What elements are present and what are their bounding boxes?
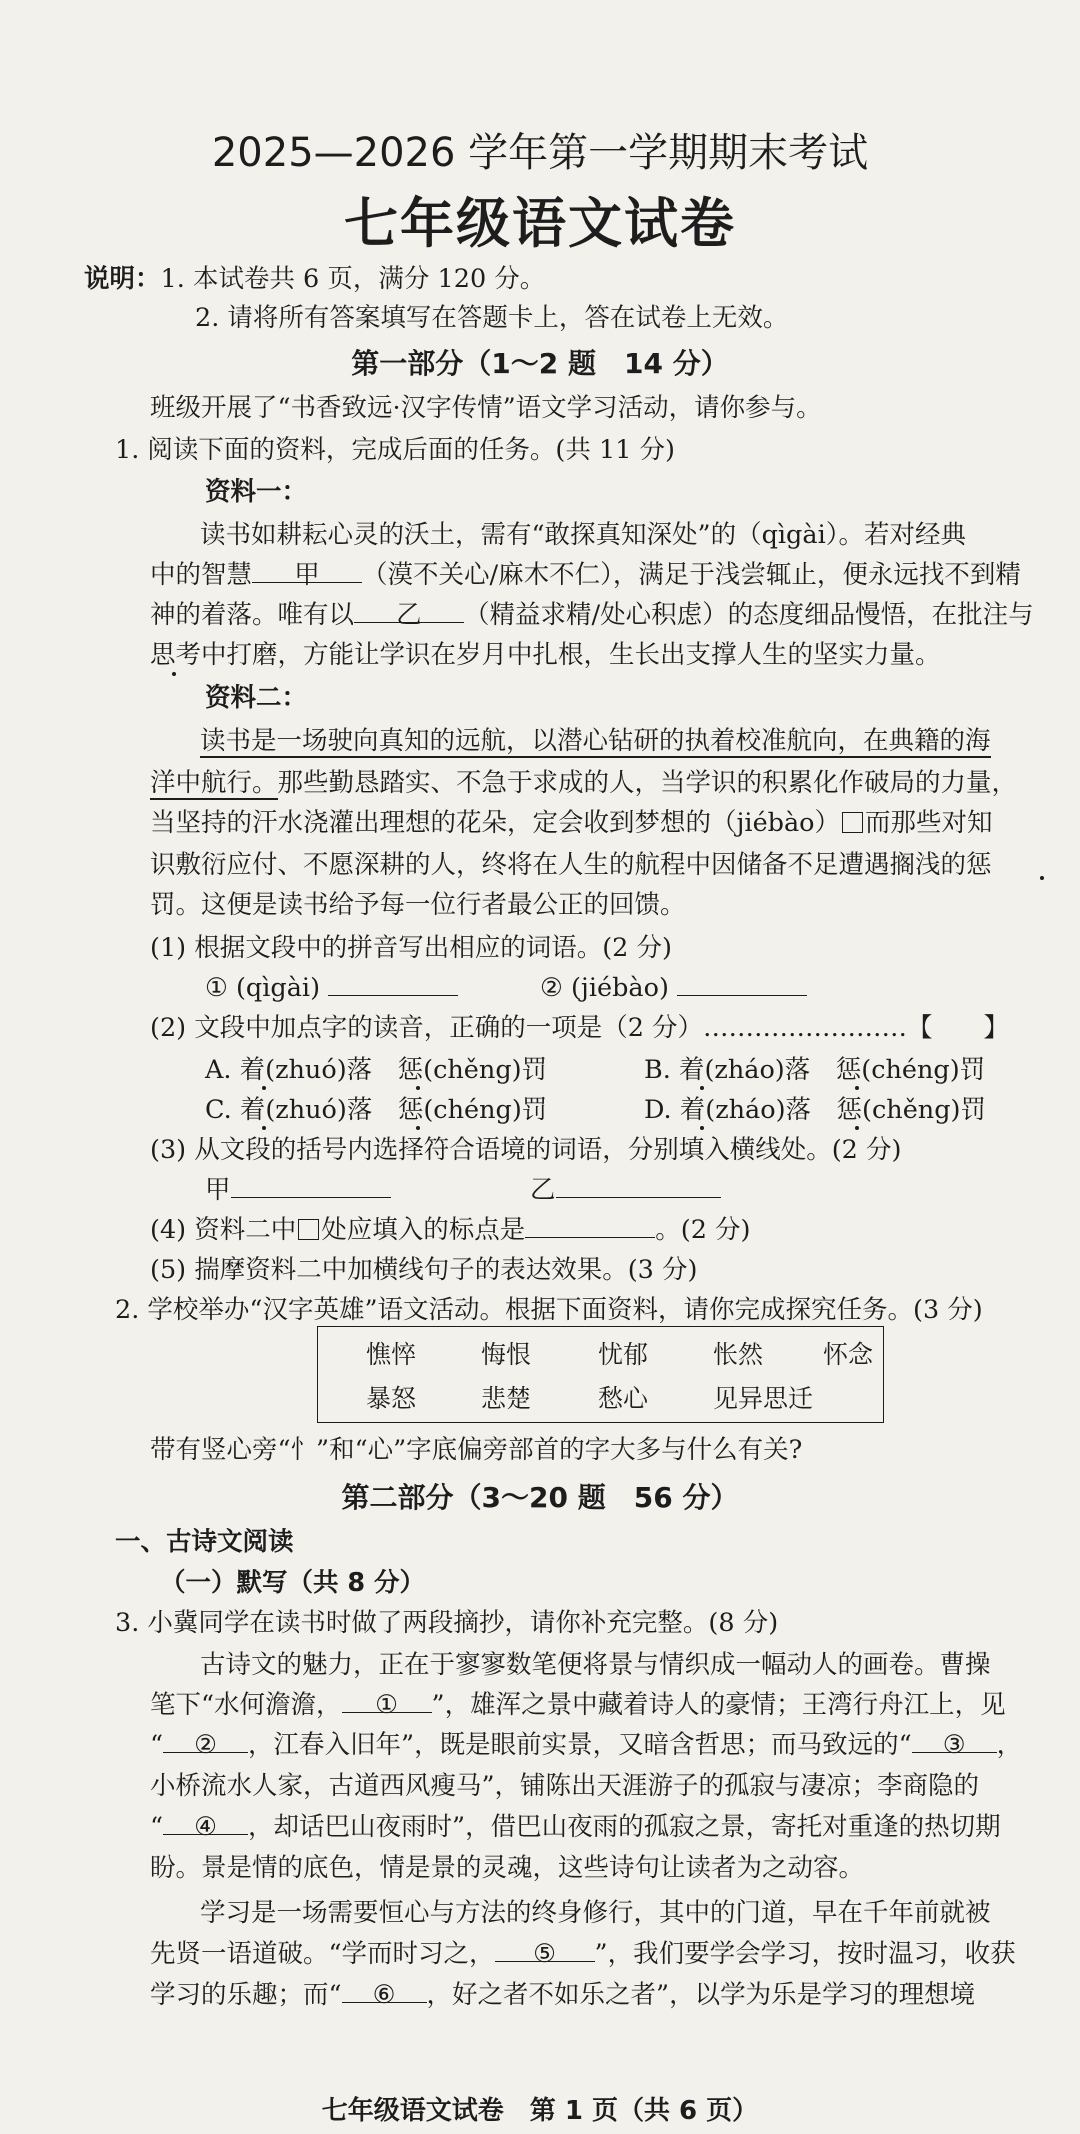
material1-line4: 思考中打磨，方能让学识在岁月中扎根，生长出支撑人生的坚实力量。 [150,640,941,670]
part1-heading: 第一部分（1～2 题 14 分） [351,347,729,380]
word: 愁心 [598,1384,649,1413]
word: 悲楚 [481,1384,532,1413]
material1-line2: 中的智慧 甲 （漠不关心/麻木不仁），满足于浅尝辄止，便永远找不到精 [150,560,1021,590]
material1-line1: 读书如耕耘心灵的沃土，需有“敢探真知深处”的（qìgài）。若对经典 [200,520,966,550]
word: 忧郁 [598,1340,649,1369]
section-heading: 一、古诗文阅读 [115,1527,294,1557]
option-a: A. 着(zhuó)落 惩(chěng)罚 [205,1055,548,1085]
task4: (4) 资料二中 处应填入的标点是 。(2 分) [150,1215,751,1245]
material2-line5: 罚。这便是读书给予每一位行者最公正的回馈。 [150,890,686,920]
material1-label: 资料一： [205,477,308,507]
passage2-line2: 先贤一语道破。“学而时习之， ⑤ ”，我们要学会学习，按时温习，收获 [150,1939,1016,1969]
word: 见异思迁 [713,1384,814,1413]
emphasis-dot [1040,876,1044,880]
paper-title: 七年级语文试卷 [344,192,736,255]
material2-label: 资料二： [205,683,308,713]
word: 憔悴 [366,1340,417,1369]
answer-blank [556,1175,721,1198]
passage1-line1: 古诗文的魅力，正在于寥寥数笔便将景与情织成一幅动人的画卷。曹操 [200,1650,991,1680]
notes-text1: 1. 本试卷共 6 页，满分 120 分。 [160,264,546,294]
task5: (5) 揣摩资料二中加横线句子的表达效果。(3 分) [150,1255,698,1285]
emphasis-dot [416,1126,420,1130]
fill-blank-6: ⑥ [342,1980,427,2003]
exam-title: 2025—2026 学年第一学期期末考试 [211,130,869,176]
answer-blank [525,1215,655,1238]
punctuation-box [842,812,863,833]
task1-b: ② (jiébào) [540,973,807,1005]
material2-line4: 识敷衍应付、不愿深耕的人，终将在人生的航程中因储备不足遭遇搁浅的惩 [150,850,992,880]
passage1-line5: “ ④ ，却话巴山夜雨时”，借巴山夜雨的孤寂之景，寄托对重逢的热切期 [150,1812,1001,1842]
option-b: B. 着(zháo)落 惩(chéng)罚 [644,1055,986,1085]
emphasis-dot [416,1086,420,1090]
passage1-line4: 小桥流水人家，古道西风瘦马”，铺陈出天涯游子的孤寂与凄凉；李商隐的 [150,1771,980,1801]
q1-stem: 1. 阅读下面的资料，完成后面的任务。(共 11 分) [115,435,675,465]
option-d: D. 着(zháo)落 惩(chěng)罚 [644,1095,986,1125]
fill-blank-5: ⑤ [495,1939,595,1962]
fill-blank-2: ② [163,1730,248,1753]
blank-a: 甲 [252,560,362,583]
part1-intro: 班级开展了“书香致远·汉字传情”语文学习活动，请你参与。 [150,393,822,423]
task3-a: 甲 [205,1175,391,1207]
task1: (1) 根据文段中的拼音写出相应的词语。(2 分) [150,933,672,963]
passage2-line1: 学习是一场需要恒心与方法的终身修行，其中的门道，早在千年前就被 [200,1898,991,1928]
passage1-line6: 盼。景是情的底色，情是景的灵魂，这些诗句让读者为之动容。 [150,1853,865,1883]
page-footer: 七年级语文试卷 第 1 页（共 6 页） [321,2096,759,2126]
emphasis-dot [172,672,176,676]
fill-blank-3: ③ [912,1730,997,1753]
word: 暴怒 [366,1384,417,1413]
q2-stem: 2. 学校举办“汉字英雄”语文活动。根据下面资料，请你完成探究任务。(3 分) [115,1295,983,1325]
material2-line1: 读书是一场驶向真知的远航，以潜心钻研的执着校准航向，在典籍的海 [200,726,991,756]
notes-label: 说明： [84,264,161,294]
word-box [317,1326,884,1423]
emphasis-dot [855,1126,859,1130]
notes-line2: 2. 请将所有答案填写在答题卡上，答在试卷上无效。 [195,303,789,333]
answer-blank [677,973,807,996]
material2-line2: 洋中航行。那些勤恳踏实、不急于求成的人，当学识的积累化作破局的力量， [150,768,1018,798]
task3-b: 乙 [530,1175,721,1207]
task1-a: ① (qìgài) [205,973,458,1005]
punctuation-box [298,1219,319,1240]
word: 怅然 [713,1340,764,1369]
blank-b: 乙 [354,600,464,623]
task3: (3) 从文段的括号内选择符合语境的词语，分别填入横线处。(2 分) [150,1135,902,1165]
task2: (2) 文段中加点字的读音，正确的一项是（2 分）……………………【 】 [150,1013,1010,1043]
material2-line3: 当坚持的汗水浇灌出理想的花朵，定会收到梦想的（jiébào） 而那些对知 [150,808,993,838]
answer-blank [328,973,458,996]
material1-line3: 神的着落。唯有以 乙 （精益求精/处心积虑）的态度细品慢悟，在批注与 [150,600,1034,630]
q3-stem: 3. 小冀同学在读书时做了两段摘抄，请你补充完整。(8 分) [115,1608,779,1638]
emphasis-dot [700,1086,704,1090]
emphasis-dot [700,1126,704,1130]
notes-line1 [84,264,545,296]
emphasis-dot [262,1086,266,1090]
option-c: C. 着(zhuó)落 惩(chéng)罚 [205,1095,548,1125]
part2-heading: 第二部分（3～20 题 56 分） [341,1481,739,1514]
fill-blank-4: ④ [163,1812,248,1835]
fill-blank-1: ① [342,1690,432,1713]
emphasis-dot [262,1126,266,1130]
passage1-line3: “ ② ，江春入旧年”，既是眼前实景，又暗含哲思；而马致远的“ ③ ， [150,1730,1023,1760]
emphasis-dot [855,1086,859,1090]
word: 怀念 [823,1340,874,1369]
passage1-line2: 笔下“水何澹澹， ① ”，雄浑之景中藏着诗人的豪情；王湾行舟江上，见 [150,1690,1006,1720]
passage2-line3: 学习的乐趣；而“ ⑥ ，好之者不如乐之者”，以学为乐是学习的理想境 [150,1980,976,2010]
word: 悔恨 [481,1340,532,1369]
answer-blank [231,1175,391,1198]
q2-question: 带有竖心旁“忄”和“心”字底偏旁部首的字大多与什么有关? [150,1435,803,1465]
subsection-heading: （一）默写（共 8 分） [160,1568,425,1598]
